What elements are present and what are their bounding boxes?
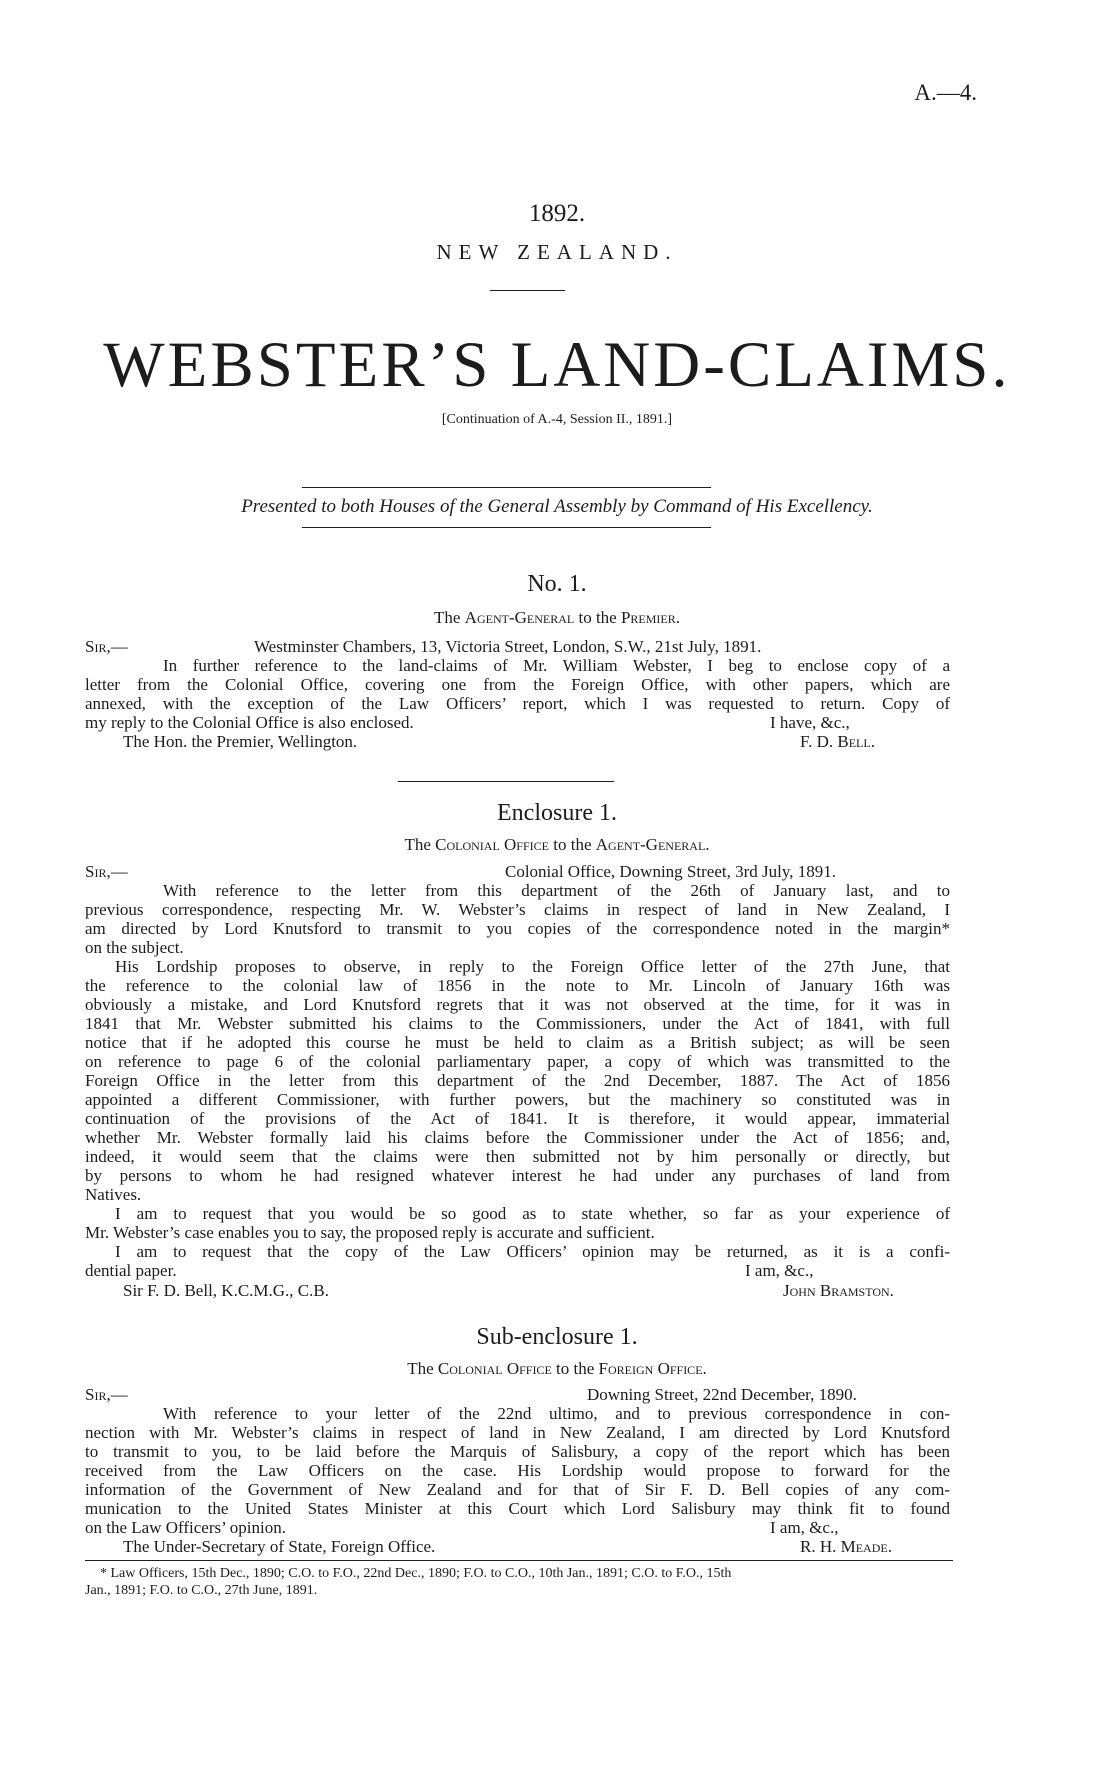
recipient: Sir F. D. Bell, K.C.M.G., C.B. (123, 1281, 329, 1300)
main-title: WEBSTER’S LAND-CLAIMS. (103, 329, 1011, 401)
footnote-rule (85, 1560, 953, 1561)
letter-number: No. 1. (527, 571, 587, 597)
body-line: Mr. Webster’s case enables you to say, the proposed reply is accurate and sufficient. (85, 1223, 655, 1242)
subenclosure-from-to: The Colonial Office to the Foreign Office. (407, 1359, 707, 1378)
body-line: In further reference to the land-claims of Mr. William Webster, I beg to enclose copy of a (163, 656, 950, 675)
body-line: annexed, with the exception of the Law Officers’ report, which I was requested to return. Copy of (85, 694, 950, 713)
body-line: With reference to the letter from this department of the 26th of January last, and to (163, 881, 950, 900)
body-line: continuation of the provisions of the Act of 1841. It is therefore, it would appear, immaterial (85, 1109, 950, 1128)
title-rule (490, 290, 565, 291)
enclosure-heading: Enclosure 1. (497, 800, 617, 826)
salutation: Sir,— (85, 862, 128, 881)
letter-address: Westminster Chambers, 13, Victoria Street, London, S.W., 21st July, 1891. (254, 637, 762, 656)
body-line: nection with Mr. Webster’s claims in respect of land in New Zealand, I am directed by Lord Knutsford (85, 1423, 950, 1442)
subenclosure-address: Downing Street, 22nd December, 1890. (587, 1385, 857, 1404)
footnote-line: * Law Officers, 15th Dec., 1890; C.O. to F.O., 22nd Dec., 1890; F.O. to C.O., 10th Jan., 1891; C.O. to F.O., 15th (100, 1566, 732, 1581)
body-line: appointed a different Commissioner, with further powers, but the machinery so constituted was in (85, 1090, 950, 1109)
body-line: Natives. (85, 1185, 142, 1204)
paper-reference: A.—4. (914, 80, 977, 105)
salutation: Sir,— (85, 1385, 128, 1404)
body-line: information of the Government of New Zealand and for that of Sir F. D. Bell copies of any com- (85, 1480, 950, 1499)
signature: F. D. Bell. (800, 732, 875, 751)
body-line: I am to request that the copy of the Law Officers’ opinion may be returned, as it is a confi- (115, 1242, 950, 1261)
body-line: I am to request that you would be so good as to state whether, so far as your experience of (115, 1204, 950, 1223)
body-line: whether Mr. Webster formally laid his claims before the Commissioner under the Act of 1856; and, (85, 1128, 950, 1147)
salutation: Sir,— (85, 637, 128, 656)
body-line: His Lordship proposes to observe, in reply to the Foreign Office letter of the 27th June, that (115, 957, 950, 976)
body-line: 1841 that Mr. Webster submitted his claims to the Commissioners, under the Act of 1841, with full (85, 1014, 950, 1033)
recipient: The Under-Secretary of State, Foreign Office. (123, 1537, 436, 1556)
body-line: obviously a mistake, and Lord Knutsford regrets that it was not observed at the time, for it was in (85, 995, 950, 1014)
body-line: dential paper. (85, 1261, 177, 1280)
body-line: the reference to the colonial law of 1856 in the note to Mr. Lincoln of January 16th was (85, 976, 950, 995)
body-line: received from the Law Officers on the case. His Lordship would propose to forward for the (85, 1461, 950, 1480)
closing: I am, &c., (745, 1261, 814, 1280)
year: 1892. (528, 200, 586, 227)
body-line: notice that if he adopted this course he must be held to claim as a British subject; as will be seen (85, 1033, 950, 1052)
subenclosure-heading: Sub-enclosure 1. (476, 1324, 638, 1350)
body-line: to transmit to you, to be laid before the Marquis of Salisbury, a copy of the report which has been (85, 1442, 950, 1461)
body-line: on reference to page 6 of the colonial parliamentary paper, a copy of which was transmitted to the (85, 1052, 950, 1071)
footnote-line: Jan., 1891; F.O. to C.O., 27th June, 1891. (85, 1583, 318, 1598)
body-line: munication to the United States Minister at this Court which Lord Salisbury may think fit to found (85, 1499, 950, 1518)
country: NEW ZEALAND. (436, 240, 678, 264)
section-rule (398, 781, 614, 782)
body-line: letter from the Colonial Office, covering one from the Foreign Office, with other papers, which are (85, 675, 950, 694)
presented-rule-top (302, 487, 711, 488)
letter-from-to: The Agent-General to the Premier. (433, 608, 681, 627)
body-line: on the subject. (85, 938, 184, 957)
body-line: my reply to the Colonial Office is also enclosed. (85, 713, 414, 732)
subtitle: [Continuation of A.-4, Session II., 1891.] (441, 412, 673, 427)
signature: John Bramston. (783, 1281, 894, 1300)
body-line: With reference to your letter of the 22nd ultimo, and to previous correspondence in con- (163, 1404, 950, 1423)
body-line: am directed by Lord Knutsford to transmit to you copies of the correspondence noted in the margin* (85, 919, 950, 938)
signature: R. H. Meade. (800, 1537, 892, 1556)
body-line: previous correspondence, respecting Mr. W. Webster’s claims in respect of land in New Zealand, I (85, 900, 950, 919)
presented-line: Presented to both Houses of the General Assembly by Command of His Excellency. (241, 496, 873, 517)
closing: I have, &c., (770, 713, 850, 732)
closing: I am, &c., (770, 1518, 839, 1537)
body-line: on the Law Officers’ opinion. (85, 1518, 286, 1537)
enclosure-address: Colonial Office, Downing Street, 3rd July, 1891. (505, 862, 836, 881)
recipient: The Hon. the Premier, Wellington. (123, 732, 358, 751)
enclosure-from-to: The Colonial Office to the Agent-General. (404, 835, 710, 854)
body-line: indeed, it would seem that the claims were then submitted not by him personally or directly, but (85, 1147, 950, 1166)
body-line: Foreign Office in the letter from this department of the 2nd December, 1887. The Act of 1856 (85, 1071, 950, 1090)
body-line: by persons to whom he had resigned whatever interest he had under any purchases of land from (85, 1166, 950, 1185)
presented-rule-bottom (302, 527, 711, 528)
